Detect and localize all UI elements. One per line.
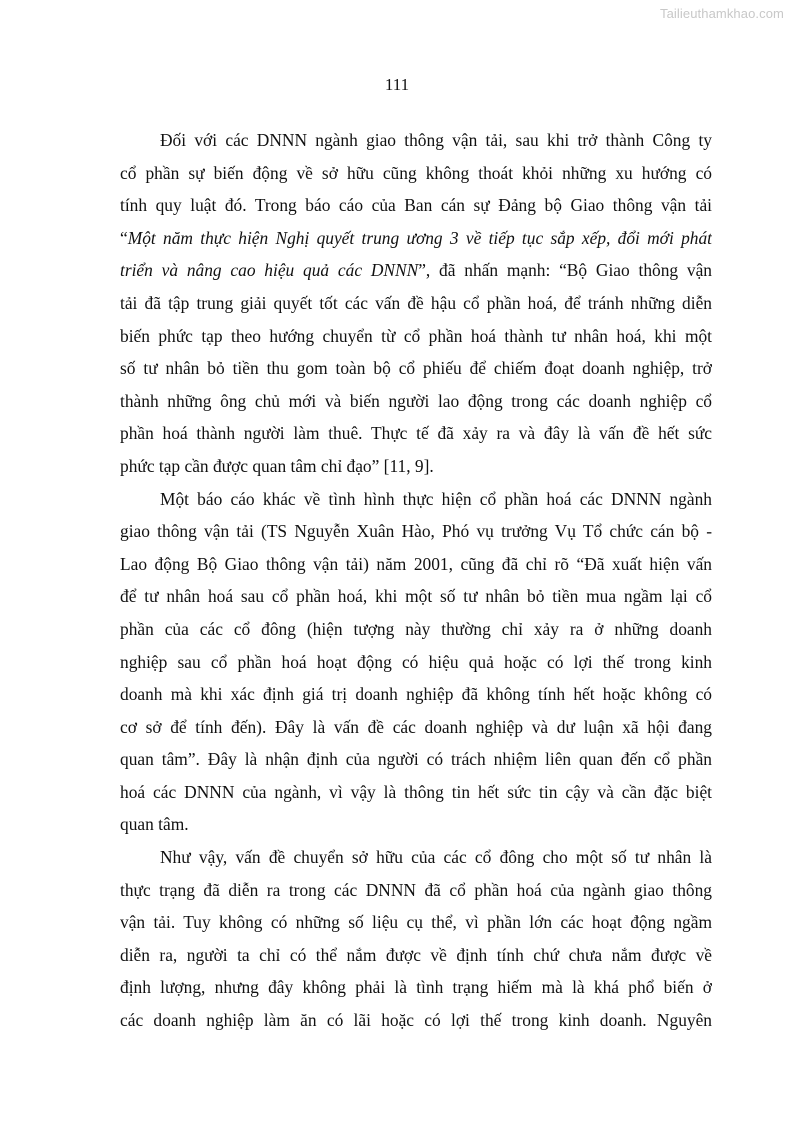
document-body (120, 124, 712, 1037)
paragraph (120, 124, 712, 483)
page-number: 111 (384, 75, 410, 94)
text-line: thành những ông chủ mới và biến người lao động trong các doanh nghiệp cổ (120, 390, 712, 411)
text-line: vận tải. Tuy không có những số liệu cụ thể, vì phần lớn các hoạt động ngầm (120, 912, 712, 933)
text-line-mixed (120, 254, 712, 287)
text-line: phần hoá thành người làm thuê. Thực tế đã xảy ra và đây là vấn đề hết sức (120, 423, 712, 444)
text-line: quan tâm”. Đây là nhận định của người có trách nhiệm liên quan đến cổ phần (120, 749, 712, 770)
paragraph (120, 841, 712, 1037)
watermark: Tailieuthamkhao.com (659, 6, 784, 21)
text-line: tải đã tập trung giải quyết tốt các vấn đề hậu cổ phần hoá, để tránh những diễn (120, 292, 712, 313)
text-line: để tư nhân hoá sau cổ phần hoá, khi một số tư nhân bỏ tiền mua ngầm lại cổ (120, 586, 712, 607)
text-line: thực trạng đã diễn ra trong các DNNN đã cổ phần hoá của ngành giao thông (120, 879, 712, 900)
text-line: định lượng, nhưng đây không phải là tình trạng hiếm mà là khá phổ biến ở (120, 977, 712, 998)
open-quote: “ (120, 227, 128, 248)
text-line: diễn ra, người ta chỉ có thể nắm được về định tính chứ chưa nắm được về (120, 944, 712, 965)
paragraph (120, 483, 712, 842)
text-line: các doanh nghiệp làm ăn có lãi hoặc có lợi thế trong kinh doanh. Nguyên (120, 1010, 712, 1031)
text-line: nghiệp sau cổ phần hoá hoạt động có hiệu quả hoặc có lợi thế trong kinh (120, 651, 712, 672)
text-continuation: ”, đã nhấn mạnh: “Bộ Giao thông vận (418, 260, 712, 281)
text-line: cơ sở để tính đến). Đây là vấn đề các doanh nghiệp và dư luận xã hội đang (120, 716, 712, 737)
text-line: tính quy luật đó. Trong báo cáo của Ban cán sự Đảng bộ Giao thông vận tải (120, 195, 712, 216)
text-line: phức tạp cần được quan tâm chỉ đạo” [11, 9]. (120, 455, 434, 476)
text-line: Lao động Bộ Giao thông vận tải) năm 2001, cũng đã chỉ rõ “Đã xuất hiện vấn (120, 553, 712, 574)
text-line: giao thông vận tải (TS Nguyễn Xuân Hào, Phó vụ trưởng Vụ Tổ chức cán bộ - (120, 521, 712, 542)
text-line: biến phức tạp theo hướng chuyển từ cổ phần hoá thành tư nhân hoá, khi một (120, 325, 712, 346)
italic-title-end: triển và nâng cao hiệu quả các DNNN (120, 260, 419, 281)
text-line: số tư nhân bỏ tiền thu gom toàn bộ cổ phiếu để chiếm đoạt doanh nghiệp, trở (120, 358, 712, 379)
text-line: Một báo cáo khác về tình hình thực hiện cổ phần hoá các DNNN ngành (160, 488, 712, 509)
text-line: Đối với các DNNN ngành giao thông vận tải, sau khi trở thành Công ty (160, 130, 712, 150)
text-line: doanh mà khi xác định giá trị doanh nghiệp đã không tính hết hoặc không có (120, 684, 712, 705)
text-line: Như vậy, vấn đề chuyển sở hữu của các cổ đông cho một số tư nhân là (160, 847, 712, 868)
text-line: quan tâm. (120, 814, 189, 835)
text-line: “Một năm thực hiện Nghị quyết trung ương 3 về tiếp tục sắp xếp, đổi mới phát (120, 227, 712, 248)
text-line: cổ phần sự biến động về sở hữu cũng không thoát khỏi những xu hướng có (120, 162, 712, 183)
text-line: hoá các DNNN của ngành, vì vậy là thông tin hết sức tin cậy và cần đặc biệt (120, 781, 712, 802)
text-line: phần của các cổ đông (hiện tượng này thường chỉ xảy ra ở những doanh (120, 618, 712, 639)
